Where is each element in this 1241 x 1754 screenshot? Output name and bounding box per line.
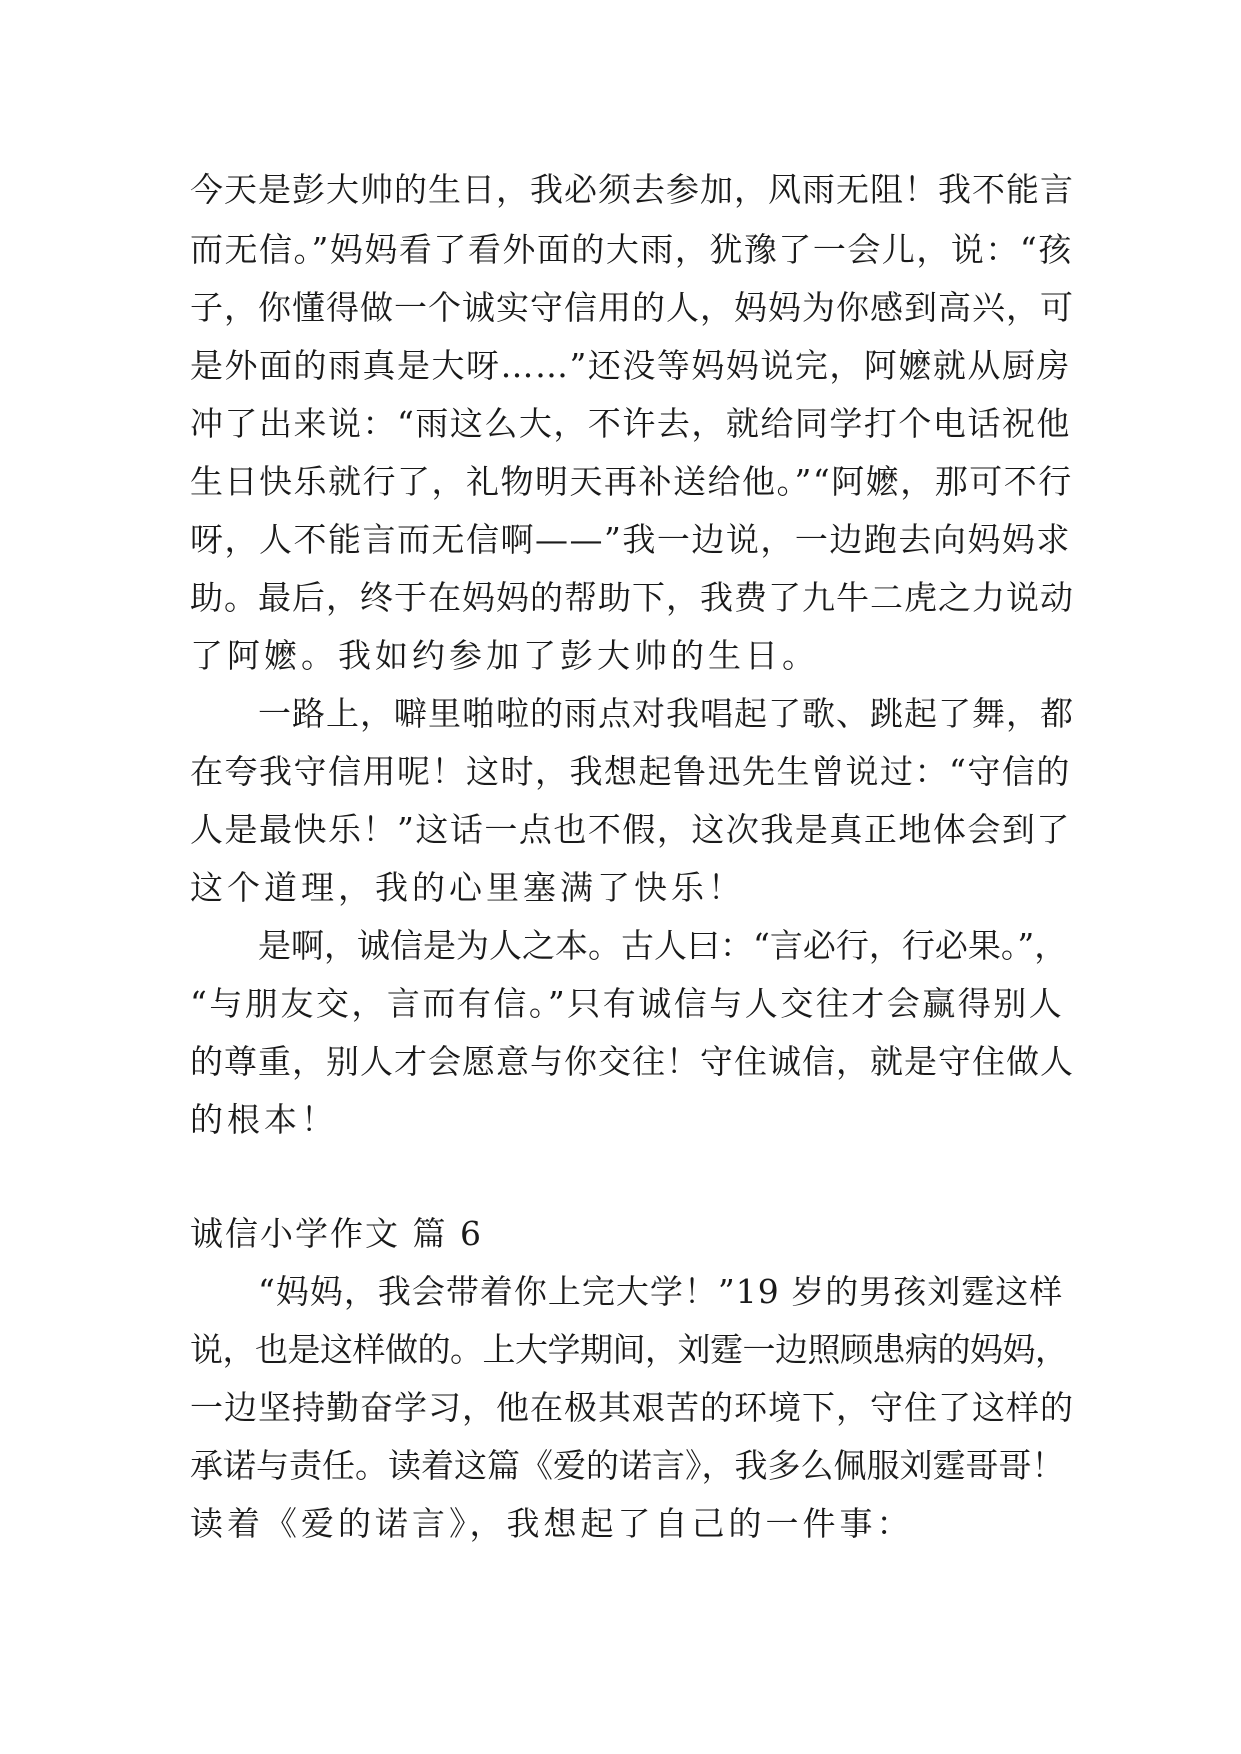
paragraph-3-line: 的根本！ <box>190 1100 338 1139</box>
paragraph-1-line: 呀，人不能言而无信啊——”我一边说，一边跑去向妈妈求 <box>190 520 1071 559</box>
paragraph-1-line: 助。最后，终于在妈妈的帮助下，我费了九牛二虎之力说动 <box>190 578 1074 617</box>
paragraph-4-line: 一边坚持勤奋学习，他在极其艰苦的环境下，守住了这样的 <box>190 1388 1074 1427</box>
paragraph-4-line: 说，也是这样做的。上大学期间，刘霆一边照顾患病的妈妈， <box>190 1330 1068 1369</box>
paragraph-1-line: 是外面的雨真是大呀……”还没等妈妈说完，阿嬷就从厨房 <box>190 346 1071 385</box>
paragraph-3-line: 的尊重，别人才会愿意与你交往！守住诚信，就是守住做人 <box>190 1042 1074 1081</box>
paragraph-2-line: 这个道理，我的心里塞满了快乐！ <box>190 868 745 907</box>
paragraph-3-line: “与朋友交，言而有信。”只有诚信与人交往才会赢得别人 <box>190 984 1065 1023</box>
paragraph-1-line: 子，你懂得做一个诚实守信用的人，妈妈为你感到高兴，可 <box>190 288 1074 327</box>
paragraph-1-line: 生日快乐就行了，礼物明天再补送给他。”“阿嬷，那可不行 <box>190 462 1073 501</box>
paragraph-2-line: 在夸我守信用呢！这时，我想起鲁迅先生曾说过：“守信的 <box>190 752 1071 791</box>
paragraph-4-line: “妈妈，我会带着你上完大学！”19 岁的男孩刘霆这样 <box>258 1272 1064 1311</box>
paragraph-1-line: 了阿嬷。我如约参加了彭大帅的生日。 <box>190 636 819 675</box>
paragraph-1-line: 而无信。”妈妈看了看外面的大雨，犹豫了一会儿，说：“孩 <box>190 230 1073 269</box>
paragraph-4-line: 承诺与责任。读着这篇《爱的诺言》，我多么佩服刘霆哥哥！ <box>190 1446 1065 1485</box>
paragraph-2-line: 人是最快乐！”这话一点也不假，这次我是真正地体会到了 <box>190 810 1071 849</box>
section-heading: 诚信小学作文 篇 6 <box>190 1214 483 1253</box>
paragraph-1-line: 今天是彭大帅的生日，我必须去参加，风雨无阻！我不能言 <box>190 170 1074 209</box>
paragraph-3-line: 是啊，诚信是为人之本。古人曰：“言必行，行必果。”， <box>258 926 1068 965</box>
paragraph-2-line: 一路上，噼里啪啦的雨点对我唱起了歌、跳起了舞，都 <box>258 694 1074 733</box>
paragraph-4-line: 读着《爱的诺言》，我想起了自己的一件事： <box>190 1504 914 1543</box>
paragraph-1-line: 冲了出来说：“雨这么大，不许去，就给同学打个电话祝他 <box>190 404 1071 443</box>
